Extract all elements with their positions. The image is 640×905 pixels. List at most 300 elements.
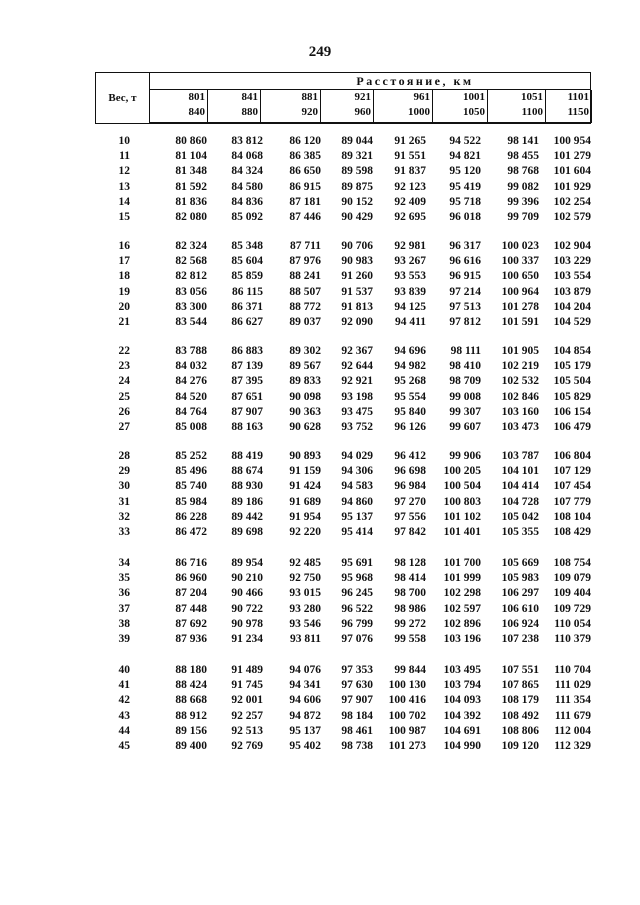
price-cell: 83 300	[175, 300, 207, 313]
price-cell: 90 628	[289, 420, 321, 433]
price-cell: 85 252	[175, 450, 207, 462]
weight-cell: 28	[118, 450, 130, 462]
price-cell: 94 982	[394, 360, 426, 373]
table-row	[0, 345, 640, 360]
price-cell: 84 032	[175, 360, 207, 373]
price-cell: 85 740	[175, 480, 207, 493]
row-group	[0, 664, 640, 755]
price-cell: 85 859	[231, 270, 263, 283]
table-row	[0, 196, 640, 211]
distance-range-header	[150, 90, 208, 123]
range-to: 1050	[463, 106, 485, 118]
price-cell: 101 591	[501, 315, 539, 328]
price-cell: 109 120	[501, 739, 539, 752]
range-to: 1000	[408, 106, 430, 118]
price-cell: 91 260	[341, 270, 373, 283]
price-cell: 105 355	[501, 525, 539, 538]
price-cell: 106 154	[553, 405, 591, 418]
price-cell: 87 692	[175, 617, 207, 630]
price-cell: 90 706	[341, 240, 373, 252]
table-row	[0, 694, 640, 709]
table-row	[0, 301, 640, 316]
price-cell: 86 627	[231, 315, 263, 328]
price-cell: 96 126	[394, 420, 426, 433]
price-cell: 92 695	[394, 210, 426, 223]
weight-cell: 10	[118, 135, 130, 147]
range-from: 921	[354, 91, 371, 103]
price-cell: 93 811	[290, 632, 321, 645]
weight-cell: 22	[118, 345, 130, 357]
price-cell: 104 728	[501, 495, 539, 508]
price-cell: 91 489	[231, 664, 263, 676]
table-row	[0, 480, 640, 495]
price-cell: 86 716	[175, 557, 207, 569]
price-cell: 93 267	[394, 255, 426, 268]
price-cell: 84 764	[175, 405, 207, 418]
weight-cell: 32	[118, 510, 130, 523]
price-cell: 93 839	[394, 285, 426, 298]
price-cell: 98 461	[341, 724, 373, 737]
price-cell: 101 278	[501, 300, 539, 313]
price-cell: 85 348	[231, 240, 263, 252]
price-cell: 99 709	[507, 210, 539, 223]
price-cell: 111 679	[554, 709, 591, 722]
table-header	[95, 72, 591, 124]
price-cell: 94 583	[341, 480, 373, 493]
table-row	[0, 587, 640, 602]
table-row	[0, 391, 640, 406]
price-cell: 90 893	[289, 450, 321, 462]
price-cell: 91 424	[289, 480, 321, 493]
weight-cell: 43	[118, 709, 130, 722]
price-cell: 95 718	[449, 195, 481, 208]
price-cell: 94 860	[341, 495, 373, 508]
price-cell: 102 579	[553, 210, 591, 223]
price-cell: 90 152	[341, 195, 373, 208]
price-cell: 99 844	[394, 664, 426, 676]
table-row	[0, 316, 640, 331]
price-cell: 106 610	[501, 602, 539, 615]
price-cell: 92 220	[289, 525, 321, 538]
price-cell: 108 104	[553, 510, 591, 523]
price-cell: 85 984	[175, 495, 207, 508]
price-cell: 103 794	[443, 679, 481, 692]
price-cell: 98 141	[507, 135, 539, 147]
price-cell: 93 280	[289, 602, 321, 615]
price-cell: 90 429	[341, 210, 373, 223]
range-to: 1150	[567, 106, 589, 118]
price-cell: 100 023	[501, 240, 539, 252]
price-cell: 101 999	[443, 572, 481, 585]
weight-cell: 41	[118, 679, 130, 692]
price-cell: 98 414	[394, 572, 426, 585]
price-cell: 100 987	[388, 724, 426, 737]
distance-range-header	[374, 90, 433, 123]
table-row	[0, 557, 640, 572]
row-group	[0, 240, 640, 331]
price-cell: 93 198	[341, 390, 373, 403]
price-cell: 112 329	[554, 739, 591, 752]
price-cell: 82 080	[175, 210, 207, 223]
price-cell: 100 964	[501, 285, 539, 298]
price-cell: 103 879	[553, 285, 591, 298]
weight-cell: 34	[118, 557, 130, 569]
price-cell: 96 018	[449, 210, 481, 223]
price-cell: 88 180	[175, 664, 207, 676]
price-cell: 97 630	[341, 679, 373, 692]
price-cell: 92 750	[289, 572, 321, 585]
price-cell: 110 054	[554, 617, 591, 630]
weight-cell: 23	[118, 360, 130, 373]
price-cell: 100 702	[388, 709, 426, 722]
price-cell: 89 037	[289, 315, 321, 328]
price-cell: 88 419	[231, 450, 263, 462]
distance-range-header	[208, 90, 261, 123]
price-cell: 99 272	[394, 617, 426, 630]
price-cell: 106 297	[501, 587, 539, 600]
price-cell: 90 983	[341, 255, 373, 268]
weight-cell: 40	[118, 664, 130, 676]
price-cell: 98 700	[394, 587, 426, 600]
price-cell: 104 392	[443, 709, 481, 722]
price-cell: 88 163	[231, 420, 263, 433]
table-row	[0, 679, 640, 694]
price-cell: 94 606	[289, 694, 321, 707]
price-cell: 103 160	[501, 405, 539, 418]
distance-range-header	[433, 90, 488, 123]
weight-cell: 30	[118, 480, 130, 493]
price-cell: 92 257	[231, 709, 263, 722]
price-cell: 95 120	[449, 165, 481, 178]
price-cell: 91 837	[394, 165, 426, 178]
price-cell: 88 930	[231, 480, 263, 493]
range-to: 960	[354, 106, 371, 118]
price-cell: 93 546	[289, 617, 321, 630]
weight-cell: 26	[118, 405, 130, 418]
table-row	[0, 406, 640, 421]
price-cell: 88 424	[175, 679, 207, 692]
price-cell: 90 978	[231, 617, 263, 630]
price-cell: 96 412	[394, 450, 426, 462]
price-cell: 102 846	[501, 390, 539, 403]
price-cell: 83 812	[231, 135, 263, 147]
price-cell: 107 865	[501, 679, 539, 692]
table-row	[0, 165, 640, 180]
price-cell: 104 101	[501, 465, 539, 478]
price-cell: 88 674	[231, 465, 263, 478]
price-cell: 108 492	[501, 709, 539, 722]
price-cell: 87 448	[175, 602, 207, 615]
price-cell: 87 446	[289, 210, 321, 223]
price-cell: 101 273	[388, 739, 426, 752]
range-from: 1001	[463, 91, 485, 103]
price-cell: 108 806	[501, 724, 539, 737]
weight-cell: 18	[118, 270, 130, 283]
price-cell: 111 354	[554, 694, 591, 707]
price-cell: 97 556	[394, 510, 426, 523]
price-cell: 86 115	[232, 285, 263, 298]
price-cell: 89 833	[289, 375, 321, 388]
price-cell: 94 341	[289, 679, 321, 692]
price-cell: 91 537	[341, 285, 373, 298]
price-cell: 94 125	[394, 300, 426, 313]
price-cell: 87 651	[231, 390, 263, 403]
price-cell: 107 238	[501, 632, 539, 645]
table-row	[0, 496, 640, 511]
price-cell: 107 454	[553, 480, 591, 493]
price-cell: 86 960	[175, 572, 207, 585]
weight-cell: 29	[118, 465, 130, 478]
price-cell: 83 788	[175, 345, 207, 357]
weight-cell: 12	[118, 165, 130, 178]
price-cell: 98 128	[394, 557, 426, 569]
price-cell: 99 307	[449, 405, 481, 418]
price-cell: 92 409	[394, 195, 426, 208]
price-cell: 96 698	[394, 465, 426, 478]
price-cell: 90 210	[231, 572, 263, 585]
price-cell: 108 429	[553, 525, 591, 538]
price-cell: 103 495	[443, 664, 481, 676]
price-cell: 92 367	[341, 345, 373, 357]
price-cell: 94 306	[341, 465, 373, 478]
price-cell: 96 522	[341, 602, 373, 615]
table-row	[0, 150, 640, 165]
price-cell: 94 696	[394, 345, 426, 357]
price-cell: 95 268	[394, 375, 426, 388]
price-cell: 103 787	[501, 450, 539, 462]
price-cell: 95 137	[341, 510, 373, 523]
price-cell: 82 812	[175, 270, 207, 283]
price-cell: 88 772	[289, 300, 321, 313]
price-cell: 94 029	[341, 450, 373, 462]
price-cell: 81 592	[175, 180, 207, 193]
range-from: 1051	[521, 91, 543, 103]
table-row	[0, 633, 640, 648]
price-cell: 82 324	[175, 240, 207, 252]
price-cell: 102 219	[501, 360, 539, 373]
price-cell: 89 400	[175, 739, 207, 752]
table-row	[0, 511, 640, 526]
price-cell: 93 475	[341, 405, 373, 418]
weight-cell: 39	[118, 632, 130, 645]
price-cell: 103 473	[501, 420, 539, 433]
range-from: 1101	[567, 91, 589, 103]
price-cell: 88 668	[175, 694, 207, 707]
price-cell: 106 804	[553, 450, 591, 462]
price-cell: 105 829	[553, 390, 591, 403]
price-cell: 108 179	[501, 694, 539, 707]
weight-cell: 38	[118, 617, 130, 630]
price-cell: 95 691	[341, 557, 373, 569]
price-cell: 106 924	[501, 617, 539, 630]
price-cell: 93 553	[394, 270, 426, 283]
price-cell: 83 544	[175, 315, 207, 328]
row-group	[0, 557, 640, 648]
price-cell: 96 915	[449, 270, 481, 283]
price-cell: 87 395	[231, 375, 263, 388]
weight-column-header: Вес, т	[96, 73, 150, 123]
row-group	[0, 450, 640, 541]
price-cell: 86 120	[289, 135, 321, 147]
price-cell: 92 513	[231, 724, 263, 737]
table-row	[0, 465, 640, 480]
price-cell: 86 915	[289, 180, 321, 193]
price-cell: 80 860	[175, 135, 207, 147]
price-cell: 101 401	[443, 525, 481, 538]
page-number: 249	[308, 44, 332, 60]
price-cell: 95 402	[289, 739, 321, 752]
price-cell: 102 532	[501, 375, 539, 388]
price-cell: 102 298	[443, 587, 481, 600]
price-cell: 91 689	[289, 495, 321, 508]
price-cell: 97 076	[341, 632, 373, 645]
price-cell: 104 414	[501, 480, 539, 493]
price-cell: 85 496	[175, 465, 207, 478]
weight-cell: 14	[118, 195, 130, 208]
table-row	[0, 360, 640, 375]
weight-cell: 36	[118, 587, 130, 600]
table-row	[0, 240, 640, 255]
price-cell: 93 752	[341, 420, 373, 433]
price-cell: 89 442	[231, 510, 263, 523]
price-cell: 101 102	[443, 510, 481, 523]
price-cell: 83 056	[175, 285, 207, 298]
weight-cell: 11	[119, 150, 130, 163]
price-cell: 106 479	[553, 420, 591, 433]
price-cell: 105 669	[501, 557, 539, 569]
price-cell: 95 137	[289, 724, 321, 737]
price-cell: 94 522	[449, 135, 481, 147]
table-row	[0, 725, 640, 740]
price-cell: 98 410	[449, 360, 481, 373]
weight-cell: 16	[118, 240, 130, 252]
weight-cell: 35	[118, 572, 130, 585]
price-cell: 99 082	[507, 180, 539, 193]
price-cell: 105 504	[553, 375, 591, 388]
price-cell: 86 228	[175, 510, 207, 523]
range-from: 961	[413, 91, 430, 103]
price-cell: 88 507	[289, 285, 321, 298]
price-cell: 89 302	[289, 345, 321, 357]
price-cell: 98 455	[507, 150, 539, 163]
price-cell: 92 644	[341, 360, 373, 373]
price-cell: 97 270	[394, 495, 426, 508]
distance-range-header	[321, 90, 374, 123]
distance-range-header	[261, 90, 321, 123]
weight-cell: 24	[118, 375, 130, 388]
table-row	[0, 181, 640, 196]
price-cell: 89 598	[341, 165, 373, 178]
price-cell: 86 472	[175, 525, 207, 538]
range-to: 920	[301, 106, 318, 118]
distance-range-header	[488, 90, 546, 123]
price-cell: 96 799	[341, 617, 373, 630]
price-cell: 94 821	[449, 150, 481, 163]
price-cell: 91 159	[289, 465, 321, 478]
price-cell: 89 567	[289, 360, 321, 373]
price-cell: 90 466	[231, 587, 263, 600]
weight-cell: 19	[118, 285, 130, 298]
price-cell: 92 981	[394, 240, 426, 252]
price-cell: 96 984	[394, 480, 426, 493]
price-cell: 91 551	[394, 150, 426, 163]
table-row	[0, 270, 640, 285]
price-cell: 84 836	[231, 195, 263, 208]
weight-cell: 31	[118, 495, 130, 508]
price-cell: 87 204	[175, 587, 207, 600]
range-to: 880	[241, 106, 258, 118]
price-cell: 88 912	[175, 709, 207, 722]
price-cell: 99 906	[449, 450, 481, 462]
price-cell: 107 129	[553, 465, 591, 478]
range-from: 801	[188, 91, 205, 103]
price-cell: 95 554	[394, 390, 426, 403]
weight-cell: 21	[118, 315, 130, 328]
price-cell: 84 580	[231, 180, 263, 193]
price-cell: 95 414	[341, 525, 373, 538]
price-cell: 97 513	[449, 300, 481, 313]
price-cell: 98 768	[507, 165, 539, 178]
range-to: 840	[188, 106, 205, 118]
price-cell: 94 076	[289, 664, 321, 676]
price-cell: 87 711	[290, 240, 321, 252]
price-cell: 104 854	[553, 345, 591, 357]
price-cell: 100 205	[443, 465, 481, 478]
table-row	[0, 255, 640, 270]
price-cell: 98 986	[394, 602, 426, 615]
table-row	[0, 421, 640, 436]
price-cell: 100 416	[388, 694, 426, 707]
price-cell: 105 042	[501, 510, 539, 523]
price-cell: 104 691	[443, 724, 481, 737]
price-cell: 84 276	[175, 375, 207, 388]
price-cell: 87 936	[175, 632, 207, 645]
price-cell: 91 954	[289, 510, 321, 523]
price-cell: 93 015	[289, 587, 321, 600]
price-cell: 89 044	[341, 135, 373, 147]
price-cell: 101 929	[553, 180, 591, 193]
price-cell: 103 554	[553, 270, 591, 283]
price-cell: 112 004	[554, 724, 591, 737]
weight-cell: 33	[118, 525, 130, 538]
range-from: 841	[241, 91, 258, 103]
price-cell: 96 616	[449, 255, 481, 268]
price-cell: 104 204	[553, 300, 591, 313]
price-cell: 107 551	[501, 664, 539, 676]
price-cell: 100 650	[501, 270, 539, 283]
price-cell: 81 348	[175, 165, 207, 178]
price-cell: 85 092	[231, 210, 263, 223]
table-row	[0, 618, 640, 633]
price-cell: 99 008	[449, 390, 481, 403]
price-cell: 89 186	[231, 495, 263, 508]
price-cell: 105 179	[553, 360, 591, 373]
price-cell: 103 229	[553, 255, 591, 268]
price-cell: 90 363	[289, 405, 321, 418]
price-cell: 89 698	[231, 525, 263, 538]
price-cell: 81 104	[175, 150, 207, 163]
price-cell: 97 907	[341, 694, 373, 707]
row-group	[0, 135, 640, 226]
price-cell: 92 485	[289, 557, 321, 569]
table-row	[0, 526, 640, 541]
price-cell: 84 068	[231, 150, 263, 163]
table-row	[0, 710, 640, 725]
price-cell: 102 597	[443, 602, 481, 615]
price-cell: 105 983	[501, 572, 539, 585]
table-row	[0, 572, 640, 587]
weight-cell: 13	[118, 180, 130, 193]
